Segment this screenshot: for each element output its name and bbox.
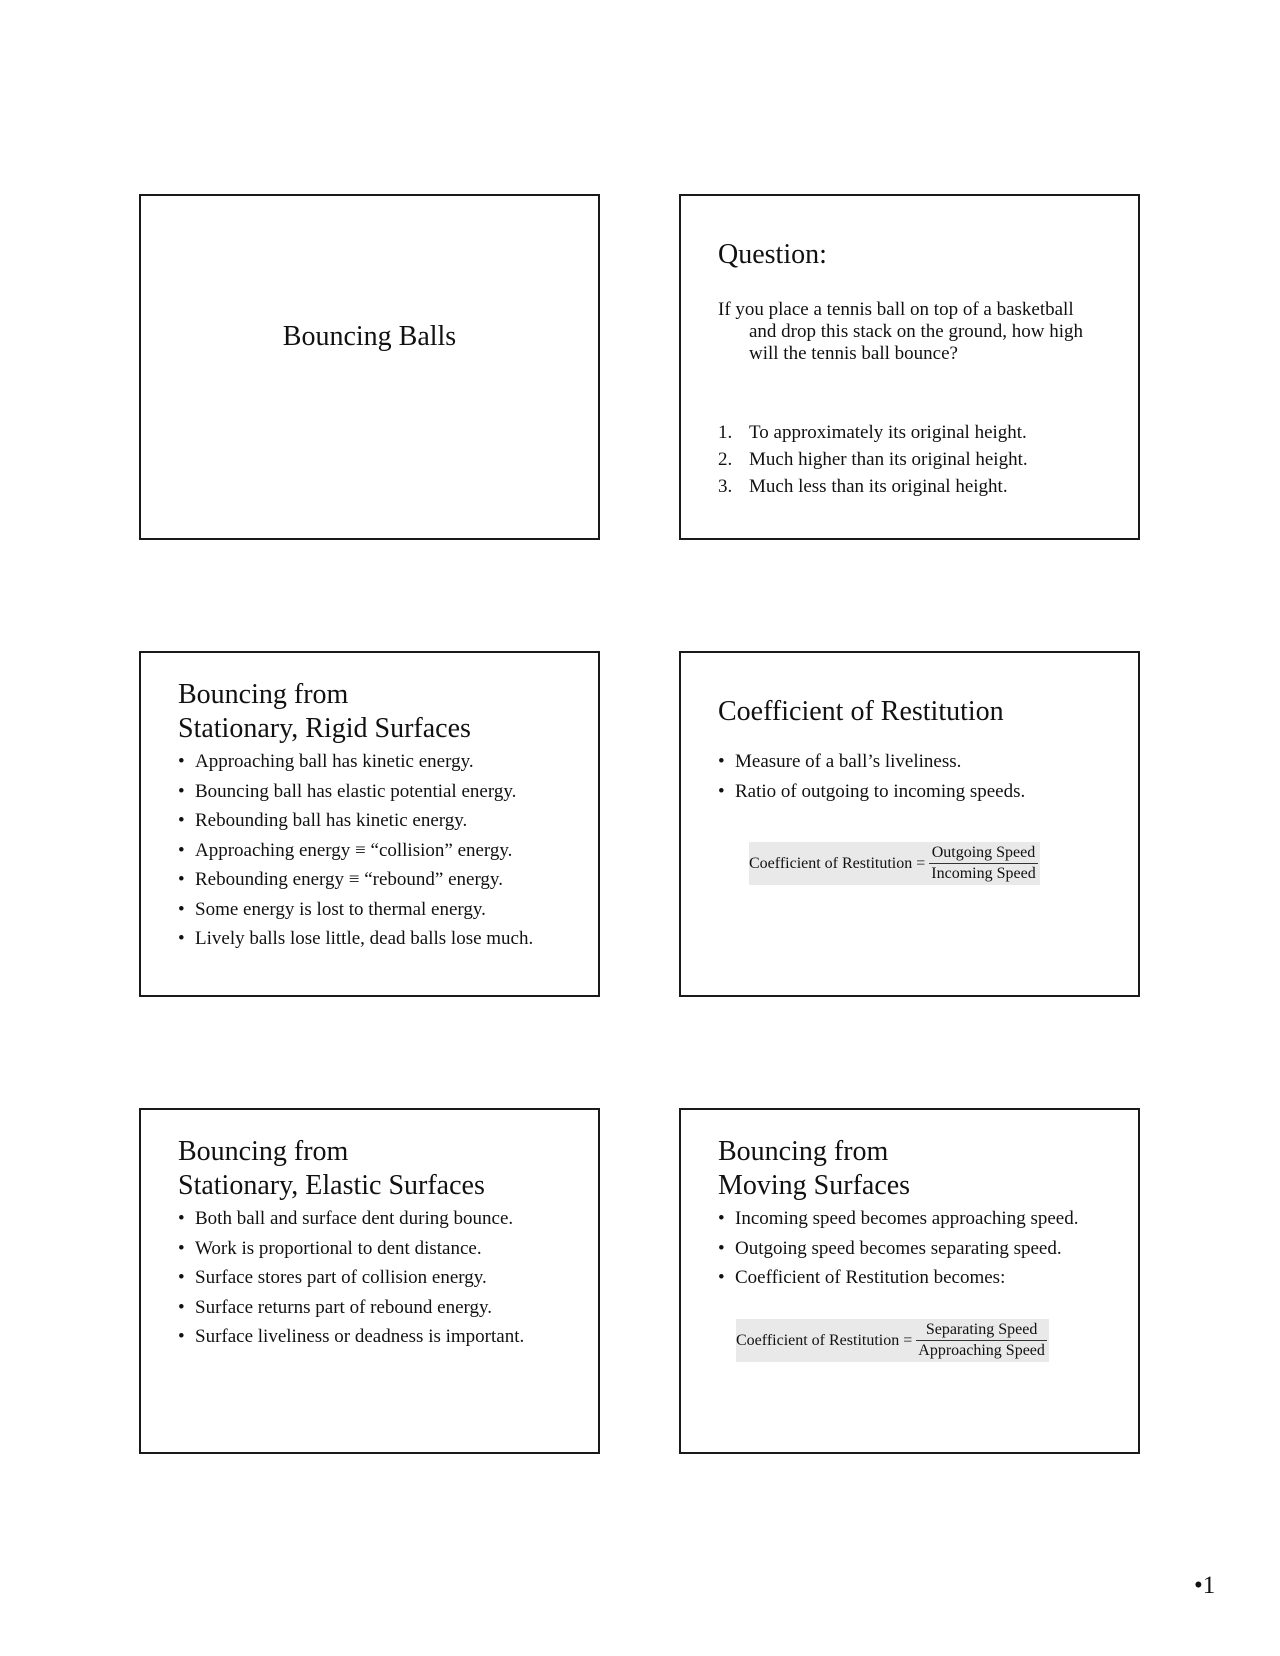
- formula-numerator: Outgoing Speed: [931, 844, 1036, 861]
- title-line: Stationary, Elastic Surfaces: [178, 1170, 485, 1201]
- slide-elastic-surfaces: [139, 1108, 600, 1454]
- slide-title: [178, 1135, 578, 1203]
- bullet-text: Outgoing speed becomes separating speed.: [735, 1237, 1062, 1259]
- bullet-item: [178, 1293, 590, 1323]
- option-text: Much higher than its original height.: [749, 449, 1028, 470]
- bullet-icon: •: [178, 1326, 185, 1347]
- slide-title: Question:: [718, 239, 827, 270]
- bullet-icon: •: [178, 1296, 185, 1318]
- bullet-item: [718, 1263, 1130, 1293]
- slide-moving-surfaces: [679, 1108, 1140, 1454]
- restitution-formula: [736, 1319, 1049, 1362]
- slide-title: Coefficient of Restitution: [718, 696, 1004, 727]
- option-text: To approximately its original height.: [749, 422, 1027, 443]
- bullet-icon: •: [718, 751, 725, 772]
- bullet-icon: •: [178, 810, 185, 831]
- bullet-icon: •: [178, 928, 185, 949]
- slide-bouncing-balls: [139, 194, 600, 540]
- bullet-icon: •: [718, 780, 725, 802]
- bullet-text: Surface returns part of rebound energy.: [195, 1296, 493, 1318]
- bullet-text: Surface stores part of collision energy.: [195, 1267, 487, 1288]
- answer-option: [718, 419, 1028, 446]
- bullet-list: [178, 1204, 590, 1352]
- title-line: Moving Surfaces: [718, 1170, 911, 1201]
- bullet-item: [178, 924, 590, 954]
- title-line: Stationary, Rigid Surfaces: [178, 713, 471, 744]
- bullet-text: Rebounding ball has kinetic energy.: [195, 810, 468, 831]
- bullet-icon: •: [178, 751, 185, 772]
- bullet-text: Some energy is lost to thermal energy.: [195, 898, 486, 920]
- bullet-icon: •: [178, 898, 185, 920]
- bullet-text: Approaching ball has kinetic energy.: [195, 751, 474, 772]
- option-number: 1.: [718, 422, 733, 443]
- slide-title: Bouncing Balls: [282, 321, 457, 352]
- bullet-item: [718, 1234, 1130, 1264]
- formula-fraction: [916, 1321, 1047, 1360]
- bullet-icon: •: [178, 839, 185, 861]
- formula-lhs: Coefficient of Restitution =: [736, 1331, 913, 1349]
- bullet-icon: •: [178, 1267, 185, 1288]
- slide-title: [718, 1135, 1118, 1203]
- answer-option: [718, 446, 1028, 473]
- bullet-text: Rebounding energy ≡ “rebound” energy.: [195, 869, 503, 890]
- bullet-icon: •: [178, 780, 185, 802]
- bullet-icon: •: [178, 1208, 185, 1229]
- bullet-item: [178, 1204, 590, 1234]
- bullet-text: Surface liveliness or deadness is important.: [195, 1326, 525, 1347]
- answer-option: [718, 473, 1028, 500]
- formula-fraction: [929, 844, 1037, 883]
- option-number: 3.: [718, 476, 733, 497]
- bullet-item: [718, 777, 1130, 807]
- slide-coefficient-of-restitution: [679, 651, 1140, 997]
- bullet-list: [178, 747, 590, 954]
- bullet-list: [718, 1204, 1130, 1293]
- bullet-item: [178, 865, 590, 895]
- bullet-item: [178, 1263, 590, 1293]
- bullet-text: Coefficient of Restitution becomes:: [735, 1267, 1006, 1288]
- formula-denominator: Incoming Speed: [931, 865, 1036, 882]
- bullet-icon: •: [178, 869, 185, 890]
- option-text: Much less than its original height.: [749, 476, 1008, 497]
- option-number: 2.: [718, 449, 733, 470]
- bullet-text: Incoming speed becomes approaching speed.: [735, 1208, 1079, 1229]
- slide-rigid-surfaces: [139, 651, 600, 997]
- bullet-item: [718, 1204, 1130, 1234]
- bullet-item: [178, 836, 590, 866]
- answer-options: [718, 419, 1028, 500]
- bullet-text: Work is proportional to dent distance.: [195, 1237, 482, 1259]
- slide-question: [679, 194, 1140, 540]
- title-line: Bouncing from: [178, 1136, 349, 1167]
- bullet-item: [178, 747, 590, 777]
- bullet-item: [178, 1322, 590, 1352]
- bullet-icon: •: [718, 1237, 725, 1259]
- bullet-text: Both ball and surface dent during bounce.: [195, 1208, 514, 1229]
- formula-lhs: Coefficient of Restitution =: [749, 854, 926, 872]
- bullet-text: Ratio of outgoing to incoming speeds.: [735, 780, 1026, 802]
- bullet-text: Lively balls lose little, dead balls lose much.: [195, 928, 534, 949]
- restitution-formula: [749, 842, 1040, 885]
- bullet-item: [178, 895, 590, 925]
- slide-title: [178, 678, 578, 746]
- bullet-item: [178, 1234, 590, 1264]
- title-line: Bouncing from: [178, 679, 349, 710]
- page-number: •1: [1194, 1572, 1216, 1599]
- bullet-text: Measure of a ball’s liveliness.: [735, 751, 962, 772]
- formula-numerator: Separating Speed: [925, 1321, 1038, 1338]
- bullet-list: [718, 747, 1130, 806]
- bullet-icon: •: [178, 1237, 185, 1259]
- bullet-item: [178, 777, 590, 807]
- formula-denominator: Approaching Speed: [918, 1342, 1045, 1359]
- title-line: Bouncing from: [718, 1136, 889, 1167]
- bullet-item: [178, 806, 590, 836]
- question-text: If you place a tennis ball on top of a basketball and drop this stack on the ground, how high will the tennis ball bounce?: [718, 299, 1084, 364]
- bullet-icon: •: [718, 1267, 725, 1288]
- bullet-text: Approaching energy ≡ “collision” energy.: [195, 839, 513, 861]
- bullet-item: [718, 747, 1130, 777]
- bullet-icon: •: [718, 1208, 725, 1229]
- bullet-text: Bouncing ball has elastic potential energy.: [195, 780, 517, 802]
